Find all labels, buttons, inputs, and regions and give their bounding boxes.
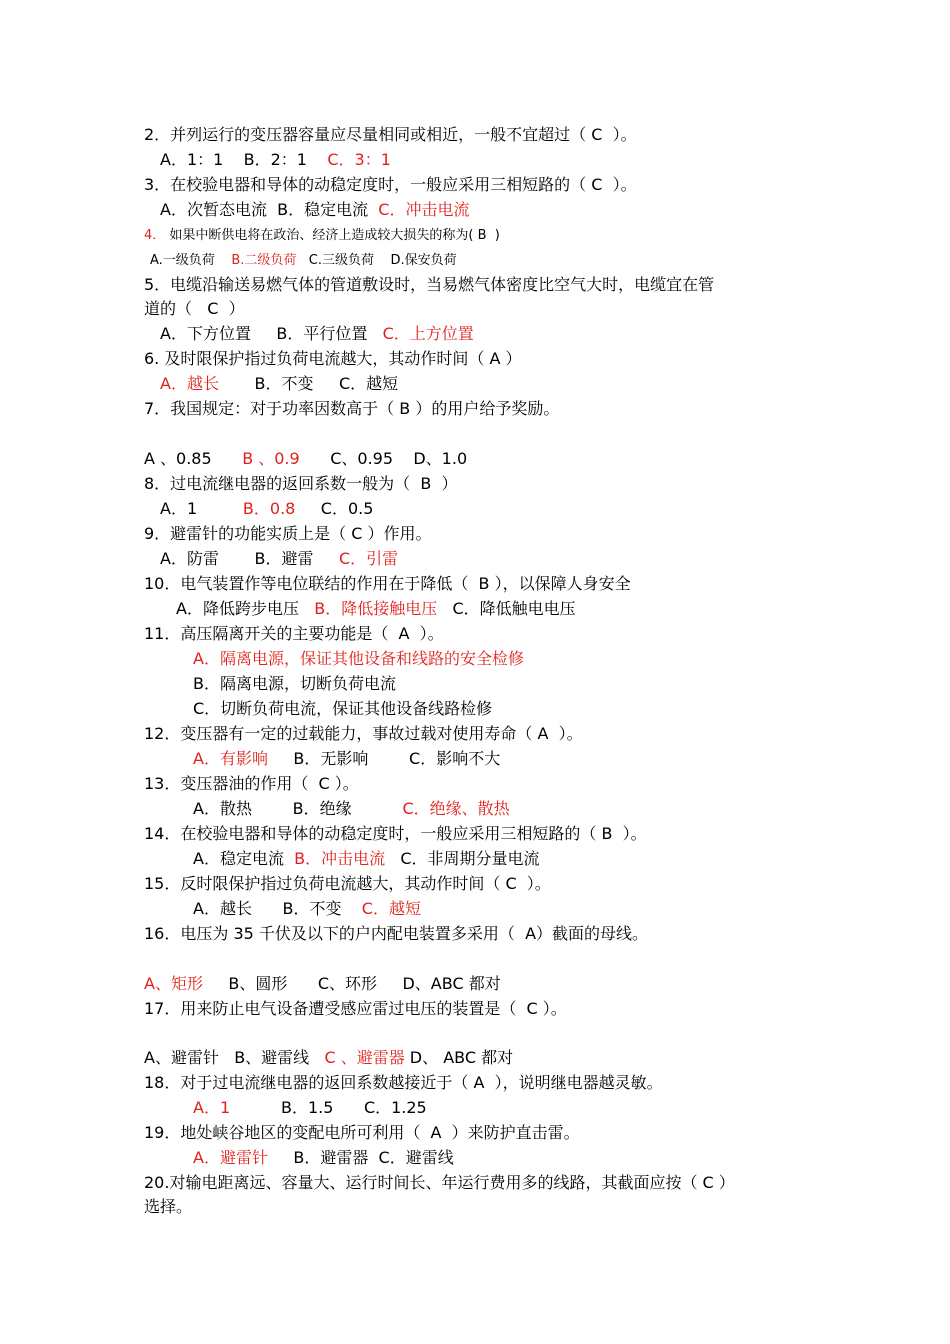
question-text: A.一级负荷 xyxy=(150,253,232,268)
question-text: C．切断负荷电流，保证其他设备线路检修 xyxy=(193,699,493,718)
text-line xyxy=(144,298,245,320)
question-text: A．防雷 B．避雷 xyxy=(160,549,339,568)
answer-text: A．隔离电源，保证其他设备和线路的安全检修 xyxy=(193,649,524,668)
text-line xyxy=(193,748,500,770)
question-text: A、避雷针 B、避雷线 xyxy=(144,1048,325,1067)
question-text: 2．并列运行的变压器容量应尽量相同或相近，一般不宜超过（ C ）。 xyxy=(144,125,637,144)
text-line xyxy=(193,1147,454,1169)
answer-text: B．0.8 xyxy=(242,499,296,518)
question-text: 20.对输电距离远、容量大、运行时间长、年运行费用多的线路，其截面应按（ C ） xyxy=(144,1173,735,1192)
text-line xyxy=(144,398,559,420)
question-text: A．次暂态电流 B．稳定电流 xyxy=(160,200,379,219)
question-text: A 、0.85 xyxy=(144,449,243,468)
question-text: 11．高压隔离开关的主要功能是（ A ）。 xyxy=(144,624,444,643)
question-text: B．1.5 C．1.25 xyxy=(230,1098,427,1117)
text-line xyxy=(193,673,396,695)
text-line xyxy=(144,923,648,945)
question-text: D、 ABC 都对 xyxy=(404,1048,514,1067)
text-line xyxy=(144,873,551,895)
question-text: 道的（ C ） xyxy=(144,299,245,318)
answer-text: C．越短 xyxy=(361,899,421,918)
answer-text: A．越长 xyxy=(160,374,219,393)
text-line xyxy=(144,1072,663,1094)
question-text: 12．变压器有一定的过载能力，事故过载对使用寿命（ A ）。 xyxy=(144,724,583,743)
question-text: 3．在校验电器和导体的动稳定度时，一般应采用三相短路的（ C ）。 xyxy=(144,175,637,194)
text-line xyxy=(193,848,540,870)
question-text: 如果中断供电将在政治、经济上造成较大损失的称为( B ) xyxy=(165,228,500,243)
question-text: A．1：1 B．2：1 xyxy=(160,150,328,169)
text-line xyxy=(144,1172,735,1194)
question-text: A．降低跨步电压 xyxy=(176,599,315,618)
answer-text: A．避雷针 xyxy=(193,1148,268,1167)
text-line xyxy=(144,823,647,845)
question-text: B．隔离电源，切断负荷电流 xyxy=(193,674,396,693)
text-line xyxy=(144,448,467,470)
question-text: 14．在校验电器和导体的动稳定度时，一般应采用三相短路的（ B ）。 xyxy=(144,824,647,843)
question-text: C．非周期分量电流 xyxy=(385,849,540,868)
question-text: 9．避雷针的功能实质上是（ C ）作用。 xyxy=(144,524,432,543)
text-line xyxy=(160,498,373,520)
answer-text: B.二级负荷 xyxy=(231,253,297,268)
text-line xyxy=(144,473,458,495)
text-line xyxy=(144,274,714,296)
answer-text: C．冲击电流 xyxy=(378,200,470,219)
answer-text: B．降低接触电压 xyxy=(314,599,438,618)
question-text: 17．用来防止电气设备遭受感应雷过电压的装置是（ C ）。 xyxy=(144,999,567,1018)
text-line xyxy=(160,199,469,221)
question-text: 13．变压器油的作用（ C ）。 xyxy=(144,774,359,793)
question-text: A．下方位置 B．平行位置 xyxy=(160,324,383,343)
text-line xyxy=(144,225,500,247)
question-text: 6. 及时限保护指过负荷电流越大，其动作时间（ A ） xyxy=(144,349,522,368)
question-text: B．避雷器 C．避雷线 xyxy=(267,1148,454,1167)
text-line xyxy=(193,798,510,820)
answer-text: C 、避雷器 xyxy=(324,1048,405,1067)
text-line xyxy=(144,348,521,370)
text-line xyxy=(160,149,391,171)
question-text: A．越长 B．不变 xyxy=(193,899,362,918)
question-text: 19．地处峡谷地区的变配电所可利用（ A ）来防护直击雷。 xyxy=(144,1123,580,1142)
text-line xyxy=(160,323,474,345)
text-line xyxy=(144,1122,580,1144)
text-line xyxy=(176,598,576,620)
question-text: A．1 xyxy=(160,499,243,518)
text-line xyxy=(160,373,398,395)
question-text: C．0.5 xyxy=(295,499,374,518)
text-line xyxy=(193,1097,427,1119)
text-line xyxy=(144,573,631,595)
answer-text: C．3：1 xyxy=(327,150,391,169)
question-text: 7．我国规定：对于功率因数高于（ B ）的用户给予奖励。 xyxy=(144,399,560,418)
text-line xyxy=(144,723,583,745)
answer-text: 4． xyxy=(144,228,166,243)
text-line xyxy=(193,698,492,720)
text-line xyxy=(144,523,432,545)
answer-text: A、矩形 xyxy=(144,974,203,993)
text-line xyxy=(144,973,501,995)
text-line xyxy=(193,898,421,920)
answer-text: C．上方位置 xyxy=(382,324,474,343)
question-text: 10．电气装置作等电位联结的作用在于降低（ B ），以保障人身安全 xyxy=(144,574,631,593)
text-line xyxy=(144,623,444,645)
question-text: B．无影响 C．影响不大 xyxy=(267,749,501,768)
question-text: 18．对于过电流继电器的返回系数越接近于（ A ），说明继电器越灵敏。 xyxy=(144,1073,663,1092)
question-text: C．降低触电电压 xyxy=(437,599,576,618)
text-line xyxy=(144,124,637,146)
question-text: A．稳定电流 xyxy=(193,849,295,868)
text-line xyxy=(144,174,637,196)
answer-text: C．引雷 xyxy=(338,549,399,568)
text-line xyxy=(144,1047,513,1069)
question-text: 选择。 xyxy=(144,1197,193,1216)
answer-text: A．有影响 xyxy=(193,749,268,768)
text-line xyxy=(144,1196,192,1218)
question-text: 16．电压为 35 千伏及以下的户内配电装置多采用（ A）截面的母线。 xyxy=(144,924,649,943)
text-line xyxy=(160,548,398,570)
question-text: B．不变 C．越短 xyxy=(218,374,399,393)
text-line xyxy=(144,773,359,795)
answer-text: B．冲击电流 xyxy=(294,849,386,868)
text-line xyxy=(193,648,524,670)
question-text: C、0.95 D、1.0 xyxy=(299,449,468,468)
question-text: A．散热 B．绝缘 xyxy=(193,799,403,818)
question-text: 8．过电流继电器的返回系数一般为（ B ） xyxy=(144,474,458,493)
question-text: 5．电缆沿输送易燃气体的管道敷设时，当易燃气体密度比空气大时，电缆宜在管 xyxy=(144,275,715,294)
question-text: B、圆形 C、环形 D、ABC 都对 xyxy=(202,974,501,993)
answer-text: B 、0.9 xyxy=(242,449,300,468)
question-text: 15．反时限保护指过负荷电流越大，其动作时间（ C ）。 xyxy=(144,874,551,893)
answer-text: C．绝缘、散热 xyxy=(402,799,510,818)
text-line xyxy=(144,998,567,1020)
answer-text: A．1 xyxy=(193,1098,231,1117)
question-text: C.三级负荷 D.保安负荷 xyxy=(296,253,457,268)
text-line xyxy=(150,250,457,272)
